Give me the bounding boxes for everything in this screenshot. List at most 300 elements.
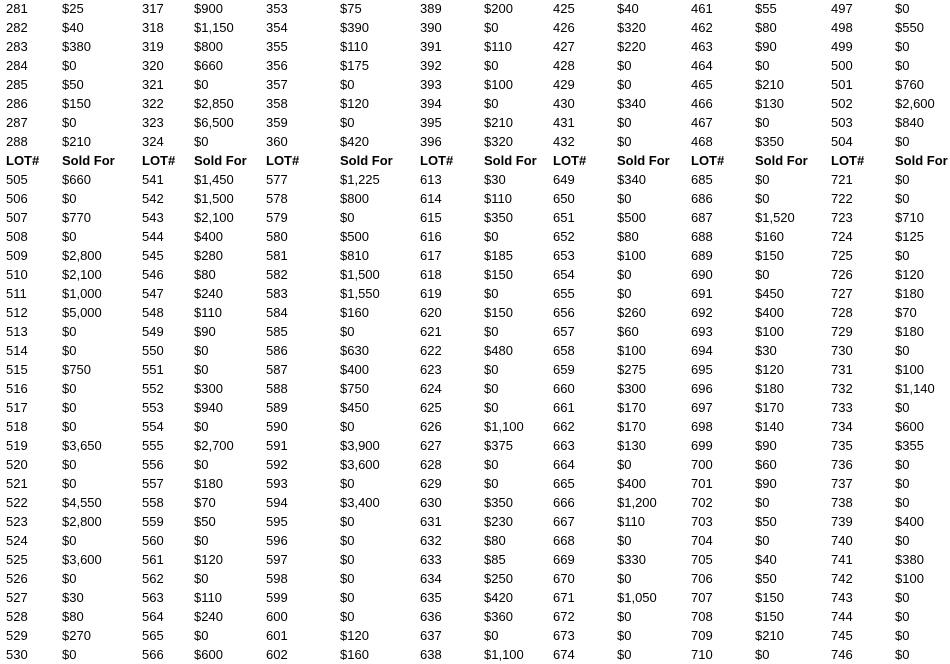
sold-for-cell: $6,500 [194,115,234,130]
lot-number-cell: 671 [553,590,575,605]
table-row [0,455,950,474]
sold-for-cell: $80 [617,229,639,244]
sold-for-cell: $0 [484,96,499,111]
sold-for-cell: $2,600 [895,96,935,111]
lot-number-cell: 503 [831,115,853,130]
lot-number-cell: 523 [6,514,28,529]
table-row [0,607,950,626]
lot-number-cell: 431 [553,115,575,130]
sold-for-cell: $275 [617,362,646,377]
lot-number-cell: 282 [6,20,28,35]
sold-for-cell: $100 [755,324,784,339]
sold-for-cell: $0 [617,571,632,586]
lot-number-cell: 427 [553,39,575,54]
sold-for-cell: $70 [895,305,917,320]
sold-for-cell: $350 [484,210,513,225]
lot-number-cell: 582 [266,267,288,282]
lot-number-cell: 319 [142,39,164,54]
lot-number-cell: 658 [553,343,575,358]
lot-number-cell: 577 [266,172,288,187]
lot-number-cell: 389 [420,1,442,16]
sold-for-cell: $900 [194,1,223,16]
sold-for-cell: $3,650 [62,438,102,453]
lot-number-cell: 465 [691,77,713,92]
sold-for-cell: $320 [617,20,646,35]
lot-number-cell: 709 [691,628,713,643]
sold-for-cell: $0 [340,476,355,491]
lot-number-cell: 597 [266,552,288,567]
lot-number-cell: 504 [831,134,853,149]
lot-number-cell: 428 [553,58,575,73]
sold-for-cell: $0 [484,476,499,491]
sold-for-cell: $600 [895,419,924,434]
lot-number-cell: 746 [831,647,853,662]
table-row [0,170,950,189]
sold-for-cell: $1,100 [484,419,524,434]
sold-for-cell: $0 [340,514,355,529]
sold-for-cell: $0 [62,419,77,434]
lot-number-cell: 318 [142,20,164,35]
sold-for-cell: $185 [484,248,513,263]
lot-number-cell: 286 [6,96,28,111]
table-row [0,360,950,379]
sold-for-cell: $0 [484,286,499,301]
lot-number-cell: 563 [142,590,164,605]
table-row [0,417,950,436]
sold-for-cell: $110 [617,514,645,529]
sold-for-cell: $110 [340,39,368,54]
sold-for-cell: $600 [194,647,223,662]
sold-for-cell: $0 [895,172,910,187]
table-row [0,626,950,645]
sold-for-cell: $0 [62,381,77,396]
lot-number-cell: 429 [553,77,575,92]
lot-number-cell: 522 [6,495,28,510]
sold-for-cell: $1,500 [194,191,234,206]
lot-number-cell: 462 [691,20,713,35]
lot-number-cell: 599 [266,590,288,605]
lot-number-cell: 395 [420,115,442,130]
lot-number-cell: 392 [420,58,442,73]
lot-number-cell: 509 [6,248,28,263]
table-row [0,303,950,322]
sold-for-cell: $100 [895,571,924,586]
sold-for-cell: $80 [484,533,506,548]
lot-number-cell: 649 [553,172,575,187]
lot-number-header: LOT# [6,153,40,168]
lot-number-cell: 656 [553,305,575,320]
table-row [0,588,950,607]
lot-number-cell: 636 [420,609,442,624]
lot-number-cell: 499 [831,39,853,54]
sold-for-cell: $2,100 [62,267,102,282]
sold-for-cell: $60 [755,457,777,472]
lot-number-cell: 691 [691,286,713,301]
sold-for-cell: $0 [194,533,209,548]
sold-for-cell: $0 [340,77,355,92]
sold-for-cell: $1,100 [484,647,524,662]
sold-for-cell: $0 [340,533,355,548]
sold-for-cell: $110 [194,305,222,320]
lot-number-cell: 633 [420,552,442,567]
sold-for-cell: $0 [755,647,770,662]
lot-number-cell: 527 [6,590,28,605]
sold-for-cell: $380 [62,39,91,54]
lot-number-cell: 584 [266,305,288,320]
sold-for-cell: $0 [340,324,355,339]
lot-number-cell: 657 [553,324,575,339]
lot-number-cell: 556 [142,457,164,472]
lot-number-cell: 615 [420,210,442,225]
lot-number-cell: 461 [691,1,713,16]
sold-for-cell: $0 [62,647,77,662]
lot-number-cell: 620 [420,305,442,320]
sold-for-cell: $0 [62,343,77,358]
sold-for-cell: $130 [755,96,784,111]
lot-number-cell: 650 [553,191,575,206]
lot-number-cell: 635 [420,590,442,605]
lot-number-cell: 547 [142,286,164,301]
lot-number-cell: 663 [553,438,575,453]
lot-number-cell: 549 [142,324,164,339]
sold-for-cell: $280 [194,248,223,263]
sold-for-cell: $170 [617,419,646,434]
sold-for-cell: $0 [895,533,910,548]
lot-number-cell: 704 [691,533,713,548]
sold-for-cell: $0 [755,495,770,510]
lot-number-cell: 625 [420,400,442,415]
lot-number-cell: 324 [142,134,164,149]
lot-number-cell: 629 [420,476,442,491]
sold-for-cell: $160 [340,647,369,662]
lot-number-cell: 653 [553,248,575,263]
lot-number-cell: 728 [831,305,853,320]
sold-for-cell: $0 [62,229,77,244]
lot-number-cell: 598 [266,571,288,586]
lot-number-cell: 661 [553,400,575,415]
lot-number-cell: 519 [6,438,28,453]
lot-number-cell: 281 [6,1,28,16]
sold-for-cell: $330 [617,552,646,567]
lot-number-cell: 586 [266,343,288,358]
sold-for-cell: $210 [484,115,513,130]
sold-for-cell: $0 [617,609,632,624]
lot-number-cell: 706 [691,571,713,586]
lot-number-cell: 674 [553,647,575,662]
sold-for-cell: $50 [755,514,777,529]
lot-number-cell: 284 [6,58,28,73]
lot-number-cell: 514 [6,343,28,358]
sold-for-cell: $1,000 [62,286,102,301]
sold-for-cell: $0 [617,457,632,472]
sold-for-cell: $770 [62,210,91,225]
sold-for-cell: $2,800 [62,514,102,529]
sold-for-cell: $150 [755,590,784,605]
sold-for-cell: $450 [340,400,369,415]
sold-for-cell: $80 [62,609,84,624]
lot-number-header: LOT# [831,153,865,168]
sold-for-cell: $50 [755,571,777,586]
lot-number-cell: 724 [831,229,853,244]
lot-number-cell: 708 [691,609,713,624]
lot-number-cell: 396 [420,134,442,149]
lot-number-cell: 497 [831,1,853,16]
lot-number-cell: 732 [831,381,853,396]
sold-for-cell: $0 [194,571,209,586]
lot-number-cell: 669 [553,552,575,567]
lot-number-cell: 463 [691,39,713,54]
sold-for-cell: $710 [895,210,924,225]
sold-for-cell: $0 [194,362,209,377]
lot-number-cell: 638 [420,647,442,662]
sold-for-cell: $250 [484,571,513,586]
sold-for-cell: $0 [895,476,910,491]
lot-number-cell: 430 [553,96,575,111]
sold-for-cell: $0 [484,58,499,73]
lot-number-cell: 565 [142,628,164,643]
lot-number-header: LOT# [142,153,176,168]
lot-number-cell: 624 [420,381,442,396]
lot-number-cell: 394 [420,96,442,111]
sold-for-cell: $0 [484,381,499,396]
sold-for-cell: $80 [755,20,777,35]
lot-number-cell: 734 [831,419,853,434]
sold-for-cell: $100 [895,362,924,377]
lot-number-cell: 512 [6,305,28,320]
sold-for-cell: $0 [895,248,910,263]
sold-for-cell: $550 [895,20,924,35]
lot-number-cell: 554 [142,419,164,434]
sold-for-cell: $0 [895,39,910,54]
sold-for-cell: $0 [62,324,77,339]
sold-for-cell: $3,400 [340,495,380,510]
lot-number-cell: 360 [266,134,288,149]
sold-for-cell: $0 [617,115,632,130]
sold-for-cell: $2,100 [194,210,234,225]
sold-for-cell: $70 [194,495,216,510]
lot-number-cell: 566 [142,647,164,662]
lot-number-cell: 518 [6,419,28,434]
lot-number-cell: 355 [266,39,288,54]
sold-for-cell: $500 [617,210,646,225]
lot-number-cell: 580 [266,229,288,244]
lot-number-cell: 664 [553,457,575,472]
sold-for-cell: $840 [895,115,924,130]
lot-number-cell: 592 [266,457,288,472]
sold-for-cell: $0 [62,191,77,206]
table-row [0,113,950,132]
lot-number-cell: 697 [691,400,713,415]
table-row [0,550,950,569]
sold-for-cell: $400 [194,229,223,244]
lot-number-cell: 467 [691,115,713,130]
lot-number-cell: 690 [691,267,713,282]
lot-number-cell: 721 [831,172,853,187]
lot-number-cell: 618 [420,267,442,282]
sold-for-cell: $50 [62,77,84,92]
lot-number-cell: 685 [691,172,713,187]
sold-for-cell: $0 [340,419,355,434]
sold-for-cell: $0 [62,476,77,491]
lot-number-cell: 357 [266,77,288,92]
lot-number-cell: 736 [831,457,853,472]
lot-number-cell: 595 [266,514,288,529]
lot-number-cell: 517 [6,400,28,415]
sold-for-cell: $350 [484,495,513,510]
lot-number-cell: 687 [691,210,713,225]
sold-for-cell: $0 [617,58,632,73]
sold-for-header: Sold For [62,153,115,168]
sold-for-cell: $120 [895,267,924,282]
lot-number-cell: 600 [266,609,288,624]
lot-number-cell: 707 [691,590,713,605]
lot-number-cell: 727 [831,286,853,301]
table-row [0,436,950,455]
sold-for-cell: $0 [755,533,770,548]
sold-for-cell: $0 [62,533,77,548]
sold-for-cell: $150 [484,305,513,320]
sold-for-cell: $175 [340,58,369,73]
sold-for-cell: $0 [62,400,77,415]
sold-for-cell: $0 [340,552,355,567]
lot-number-cell: 665 [553,476,575,491]
lot-number-cell: 668 [553,533,575,548]
column-header-row [0,151,950,170]
sold-for-cell: $150 [484,267,513,282]
lot-number-cell: 500 [831,58,853,73]
sold-for-cell: $0 [895,134,910,149]
sold-for-cell: $3,600 [62,552,102,567]
sold-for-cell: $0 [484,400,499,415]
lot-number-cell: 555 [142,438,164,453]
sold-for-cell: $0 [617,647,632,662]
sold-for-cell: $210 [62,134,91,149]
sold-for-cell: $360 [484,609,513,624]
lot-number-cell: 700 [691,457,713,472]
sold-for-cell: $180 [194,476,223,491]
sold-for-cell: $30 [484,172,506,187]
lot-number-cell: 722 [831,191,853,206]
sold-for-cell: $0 [62,115,77,130]
lot-number-cell: 521 [6,476,28,491]
sold-for-cell: $120 [340,628,369,643]
sold-for-cell: $340 [617,172,646,187]
lot-number-cell: 666 [553,495,575,510]
sold-for-cell: $0 [340,590,355,605]
lot-number-cell: 634 [420,571,442,586]
table-row [0,645,950,664]
lot-number-cell: 593 [266,476,288,491]
sold-for-cell: $2,850 [194,96,234,111]
sold-for-cell: $180 [895,324,924,339]
lot-number-cell: 550 [142,343,164,358]
lot-number-cell: 745 [831,628,853,643]
sold-for-cell: $3,900 [340,438,380,453]
sold-for-cell: $0 [755,115,770,130]
sold-for-cell: $375 [484,438,513,453]
sold-for-cell: $0 [194,343,209,358]
sold-for-cell: $0 [484,229,499,244]
lot-number-cell: 662 [553,419,575,434]
table-row [0,512,950,531]
table-row [0,531,950,550]
sold-for-cell: $40 [617,1,639,16]
lot-number-cell: 508 [6,229,28,244]
sold-for-header: Sold For [755,153,808,168]
sold-for-cell: $0 [895,191,910,206]
lot-number-cell: 507 [6,210,28,225]
table-row [0,284,950,303]
sold-for-cell: $0 [755,267,770,282]
lot-number-cell: 353 [266,1,288,16]
sold-for-cell: $150 [755,248,784,263]
lot-number-cell: 520 [6,457,28,472]
table-row [0,18,950,37]
lot-number-cell: 596 [266,533,288,548]
lot-number-cell: 287 [6,115,28,130]
sold-for-cell: $1,520 [755,210,795,225]
sold-for-cell: $0 [755,191,770,206]
lot-number-cell: 505 [6,172,28,187]
lot-number-cell: 726 [831,267,853,282]
sold-for-cell: $0 [895,647,910,662]
sold-for-cell: $0 [617,286,632,301]
lot-number-cell: 358 [266,96,288,111]
lot-number-cell: 359 [266,115,288,130]
lot-number-cell: 630 [420,495,442,510]
lot-number-cell: 652 [553,229,575,244]
sold-for-cell: $2,700 [194,438,234,453]
lot-number-cell: 501 [831,77,853,92]
sold-for-cell: $0 [895,590,910,605]
lot-number-cell: 526 [6,571,28,586]
lot-number-cell: 631 [420,514,442,529]
sold-for-cell: $140 [755,419,784,434]
sold-for-cell: $300 [617,381,646,396]
lot-number-cell: 506 [6,191,28,206]
lot-number-cell: 283 [6,39,28,54]
sold-for-cell: $0 [895,495,910,510]
lot-number-cell: 468 [691,134,713,149]
sold-for-header: Sold For [194,153,247,168]
lot-number-cell: 498 [831,20,853,35]
lot-number-cell: 524 [6,533,28,548]
sold-for-cell: $0 [340,115,355,130]
lot-number-cell: 743 [831,590,853,605]
sold-for-cell: $1,550 [340,286,380,301]
sold-for-cell: $355 [895,438,924,453]
lot-number-cell: 515 [6,362,28,377]
lot-number-cell: 667 [553,514,575,529]
table-row [0,75,950,94]
sold-for-cell: $160 [340,305,369,320]
lot-number-cell: 551 [142,362,164,377]
lot-number-cell: 464 [691,58,713,73]
sold-for-cell: $0 [895,609,910,624]
lot-number-cell: 740 [831,533,853,548]
sold-for-cell: $630 [340,343,369,358]
sold-for-cell: $660 [194,58,223,73]
lot-number-cell: 623 [420,362,442,377]
lot-number-cell: 391 [420,39,442,54]
sold-for-cell: $320 [484,134,513,149]
table-row [0,56,950,75]
sold-for-cell: $120 [194,552,223,567]
sold-for-cell: $0 [617,628,632,643]
lot-number-cell: 320 [142,58,164,73]
sold-for-cell: $260 [617,305,646,320]
lot-number-cell: 627 [420,438,442,453]
